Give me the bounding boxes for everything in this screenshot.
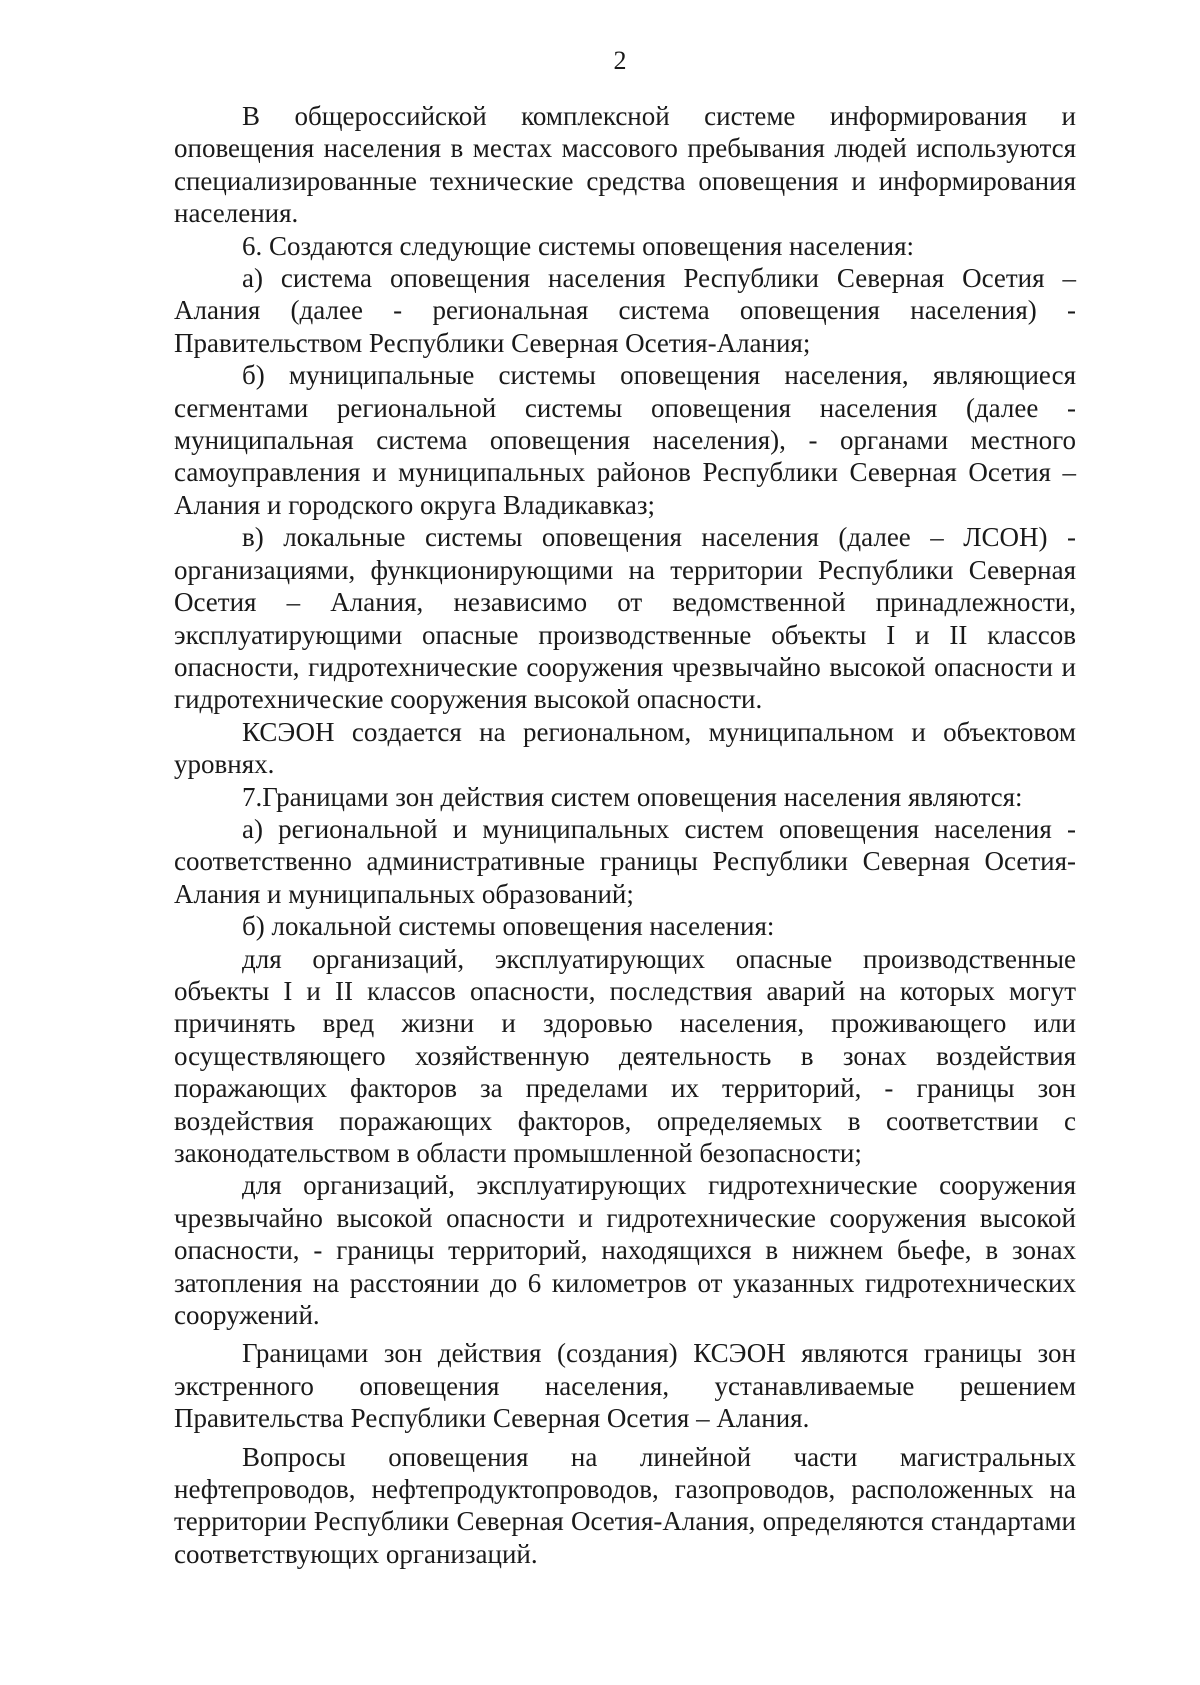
paragraph-item-6a: а) система оповещения населения Республики Северная Осетия – Алания (далее - региональная система оповещения населения) - Правительством Республики Северная Осетия-Алания; (174, 263, 1076, 358)
paragraph-item-6v: в) локальные системы оповещения населения (далее – ЛСОН) - организациями, функционирующими на территории Республики Северная Осетия – Алания, независимо от ведомственной принадлежности, эксплуатирующими опасные производственные объекты I и II классов опасности, гидротехнические сооружения чрезвычайно высокой опасности и гидротехнические сооружения высокой опасности. (174, 522, 1076, 715)
paragraph-informing-systems: В общероссийской комплексной системе информирования и оповещения населения в местах массового пребывания людей используются специализированные технические средства оповещения и информирования населения. (174, 101, 1076, 229)
paragraph-kseon-levels: КСЭОН создается на региональном, муниципальном и объектовом уровнях. (174, 716, 1076, 780)
document-body (174, 100, 1076, 1570)
paragraph-hazardous-objects: для организаций, эксплуатирующих опасные производственные объекты I и II классов опасности, последствия аварий на которых могут причинять вред жизни и здоровью населения, проживающего или осуществляющего хозяйственную деятельность в зонах воздействия поражающих факторов за пределами их территорий, - границы зон воздействия поражающих факторов, определяемых в соответствии с законодательством в области промышленной безопасности; (174, 943, 1076, 1168)
paragraph-item-7a: а) региональной и муниципальных систем оповещения населения - соответственно административные границы Республики Северная Осетия-Алания и муниципальных образований; (174, 813, 1076, 909)
paragraph-kseon-zones: Границами зон действия (создания) КСЭОН являются границы зон экстренного оповещения населения, устанавливаемые решением Правительства Республики Северная Осетия – Алания. (174, 1338, 1076, 1434)
paragraph-item-7b: б) локальной системы оповещения населения: (242, 911, 775, 942)
paragraph-item-6b: б) муниципальные системы оповещения населения, являющиеся сегментами региональной системы оповещения населения (далее - муниципальная система оповещения населения), - органами местного самоуправления и муниципальных районов Республики Северная Осетия – Алания и городского округа Владикавказ; (174, 360, 1076, 520)
paragraph-item-7: 7.Границами зон действия систем оповещения населения являются: (242, 781, 1023, 812)
paragraph-hydraulic-structures: для организаций, эксплуатирующих гидротехнические сооружения чрезвычайно высокой опасности и гидротехнические сооружения высокой опасности, - границы территорий, находящихся в нижнем бьефе, в зонах затопления на расстоянии до 6 километров от указанных гидротехнических сооружений. (174, 1170, 1076, 1331)
paragraph-item-6: 6. Создаются следующие системы оповещения населения: (242, 230, 915, 261)
page-number: 2 (613, 46, 627, 75)
paragraph-pipelines: Вопросы оповещения на линейной части магистральных нефтепроводов, нефтепродуктопроводов, газопроводов, расположенных на территории Республики Северная Осетия-Алания, определяются стандартами соответствующих организаций. (174, 1441, 1076, 1569)
